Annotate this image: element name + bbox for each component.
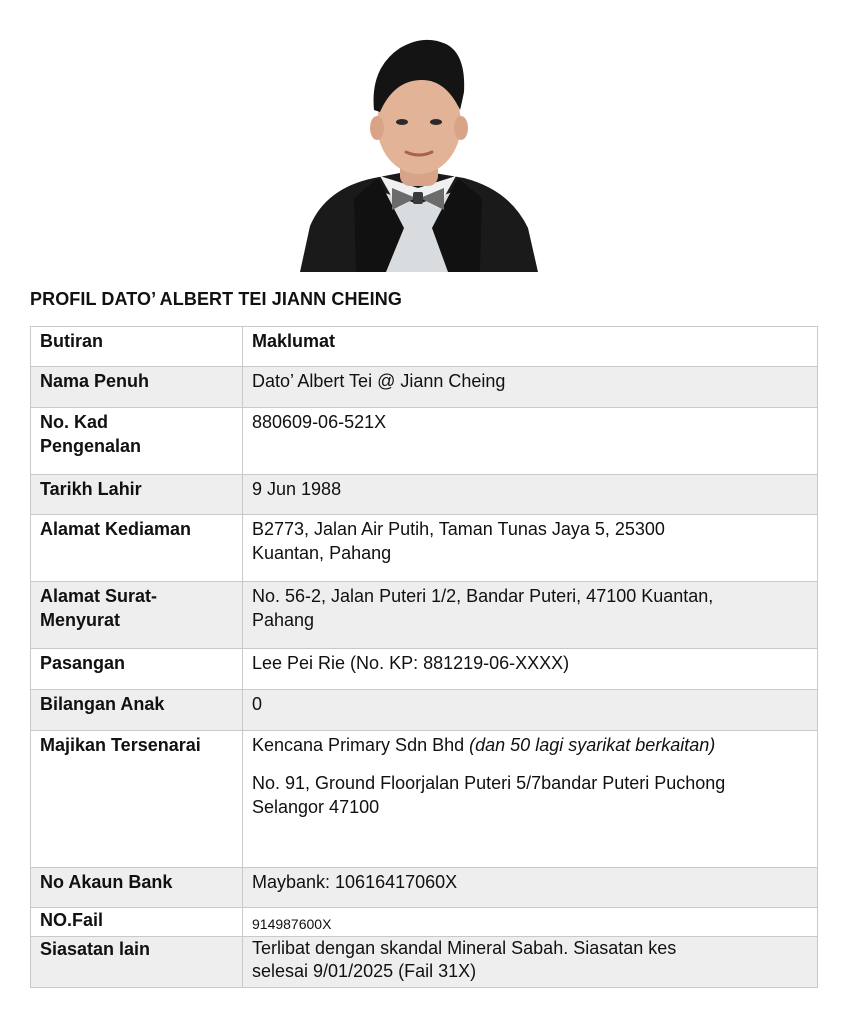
- profile-table: [30, 326, 818, 988]
- row-value-lahir: 9 Jun 1988: [243, 475, 818, 515]
- row-label-ic-line1: No. Kad: [40, 412, 109, 432]
- row-label-surat: [31, 582, 243, 649]
- table-row: [31, 908, 818, 937]
- row-value-surat: [243, 582, 818, 649]
- row-label-ic-line2: Pengenalan: [40, 436, 142, 456]
- row-value-anak: 0: [243, 690, 818, 731]
- row-label-bank: No Akaun Bank: [31, 868, 243, 908]
- row-value-surat-line1: No. 56-2, Jalan Puteri 1/2, Bandar Puteri, 47100 Kuantan,: [252, 586, 714, 606]
- row-value-majikan-address-line2: Selangor 47100: [252, 797, 380, 817]
- row-value-majikan-company-line: [252, 733, 808, 757]
- portrait-photo: [296, 28, 542, 272]
- table-row: [31, 731, 818, 868]
- row-value-pasangan: Lee Pei Rie (No. KP: 881219-06-XXXX): [243, 649, 818, 690]
- table-row: [31, 582, 818, 649]
- row-label-nama: Nama Penuh: [31, 367, 243, 408]
- row-value-kediaman-line1: B2773, Jalan Air Putih, Taman Tunas Jaya 5, 25300: [252, 519, 665, 539]
- table-row: [31, 367, 818, 408]
- row-value-majikan-note: (dan 50 lagi syarikat berkaitan): [469, 735, 716, 755]
- row-value-surat-line2: Pahang: [252, 610, 315, 630]
- header-butiran: Butiran: [31, 327, 243, 367]
- table-row: [31, 408, 818, 475]
- row-value-ic: 880609-06-521X: [243, 408, 818, 475]
- row-value-majikan-address-line1: No. 91, Ground Floorjalan Puteri 5/7bandar Puteri Puchong: [252, 773, 726, 793]
- table-row: [31, 515, 818, 582]
- row-label-majikan: Majikan Tersenarai: [31, 731, 243, 868]
- row-label-surat-line1: Alamat Surat-: [40, 586, 158, 606]
- row-value-kediaman-line2: Kuantan, Pahang: [252, 543, 392, 563]
- row-value-siasatan-line1: Terlibat dengan skandal Mineral Sabah. Siasatan kes: [252, 938, 677, 958]
- row-value-nama: Dato’ Albert Tei @ Jiann Cheing: [243, 367, 818, 408]
- table-header-row: [31, 327, 818, 367]
- spacer: [252, 757, 808, 771]
- row-label-surat-line2: Menyurat: [40, 610, 121, 630]
- row-value-siasatan: [243, 937, 818, 988]
- row-label-kediaman: Alamat Kediaman: [31, 515, 243, 582]
- portrait-icon: [296, 28, 542, 272]
- row-label-anak: Bilangan Anak: [31, 690, 243, 731]
- row-label-pasangan: Pasangan: [31, 649, 243, 690]
- table-row: [31, 937, 818, 988]
- document-title: PROFIL DATO’ ALBERT TEI JIANN CHEING: [30, 289, 402, 309]
- row-label-lahir: Tarikh Lahir: [31, 475, 243, 515]
- row-value-bank: Maybank: 10616417060X: [243, 868, 818, 908]
- table-row: [31, 649, 818, 690]
- row-label-ic: [31, 408, 243, 475]
- table-row: [31, 690, 818, 731]
- table-row: [31, 475, 818, 515]
- row-label-siasatan: Siasatan lain: [31, 937, 243, 988]
- row-value-siasatan-line2: selesai 9/01/2025 (Fail 31X): [252, 961, 477, 981]
- row-label-fail: NO.Fail: [31, 908, 243, 937]
- header-maklumat: Maklumat: [243, 327, 818, 367]
- row-value-kediaman: [243, 515, 818, 582]
- table-row: [31, 868, 818, 908]
- row-value-fail: 914987600X: [243, 908, 818, 937]
- row-value-majikan: [243, 731, 818, 868]
- row-value-majikan-company: Kencana Primary Sdn Bhd: [252, 735, 465, 755]
